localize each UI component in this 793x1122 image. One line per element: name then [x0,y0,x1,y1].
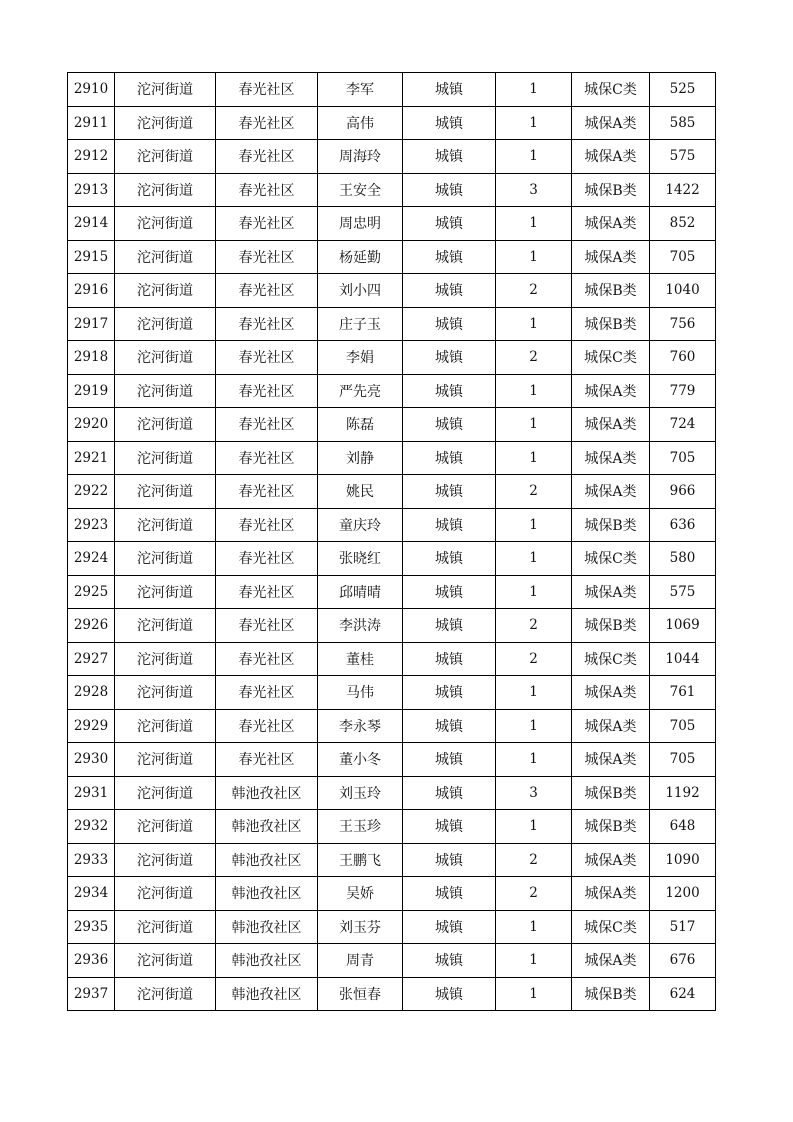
name-cell: 高伟 [318,106,403,140]
household-size-cell: 2 [496,341,572,375]
street-cell: 沱河街道 [115,977,216,1011]
category-cell: 城保A类 [572,575,650,609]
area-type-cell: 城镇 [403,207,496,241]
category-cell: 城保B类 [572,508,650,542]
amount-cell: 517 [650,910,716,944]
community-cell: 春光社区 [216,676,318,710]
area-type-cell: 城镇 [403,843,496,877]
household-size-cell: 1 [496,743,572,777]
street-cell: 沱河街道 [115,475,216,509]
table-body [68,73,716,1011]
name-cell: 张恒春 [318,977,403,1011]
community-cell: 春光社区 [216,408,318,442]
area-type-cell: 城镇 [403,642,496,676]
table-row [68,709,716,743]
serial-number-cell: 2927 [68,642,115,676]
category-cell: 城保C类 [572,73,650,107]
serial-number-cell: 2920 [68,408,115,442]
serial-number-cell: 2937 [68,977,115,1011]
serial-number-cell: 2923 [68,508,115,542]
serial-number-cell: 2915 [68,240,115,274]
community-cell: 春光社区 [216,106,318,140]
data-table [67,72,716,1011]
name-cell: 李军 [318,73,403,107]
household-size-cell: 3 [496,776,572,810]
serial-number-cell: 2932 [68,810,115,844]
name-cell: 童庆玲 [318,508,403,542]
table-row [68,374,716,408]
area-type-cell: 城镇 [403,106,496,140]
amount-cell: 624 [650,977,716,1011]
area-type-cell: 城镇 [403,374,496,408]
street-cell: 沱河街道 [115,408,216,442]
amount-cell: 1069 [650,609,716,643]
name-cell: 董小冬 [318,743,403,777]
serial-number-cell: 2925 [68,575,115,609]
category-cell: 城保A类 [572,207,650,241]
category-cell: 城保C类 [572,642,650,676]
community-cell: 春光社区 [216,307,318,341]
name-cell: 王鹏飞 [318,843,403,877]
street-cell: 沱河街道 [115,441,216,475]
household-size-cell: 1 [496,106,572,140]
amount-cell: 575 [650,140,716,174]
serial-number-cell: 2919 [68,374,115,408]
table-row [68,575,716,609]
category-cell: 城保A类 [572,240,650,274]
community-cell: 春光社区 [216,508,318,542]
table-row [68,977,716,1011]
street-cell: 沱河街道 [115,776,216,810]
household-size-cell: 3 [496,173,572,207]
amount-cell: 1192 [650,776,716,810]
household-size-cell: 1 [496,140,572,174]
community-cell: 韩池孜社区 [216,843,318,877]
name-cell: 陈磊 [318,408,403,442]
serial-number-cell: 2916 [68,274,115,308]
amount-cell: 966 [650,475,716,509]
category-cell: 城保B类 [572,274,650,308]
category-cell: 城保B类 [572,173,650,207]
serial-number-cell: 2922 [68,475,115,509]
community-cell: 春光社区 [216,207,318,241]
name-cell: 周青 [318,944,403,978]
area-type-cell: 城镇 [403,709,496,743]
category-cell: 城保B类 [572,307,650,341]
name-cell: 李洪涛 [318,609,403,643]
serial-number-cell: 2910 [68,73,115,107]
table-row [68,877,716,911]
serial-number-cell: 2912 [68,140,115,174]
street-cell: 沱河街道 [115,307,216,341]
category-cell: 城保B类 [572,810,650,844]
category-cell: 城保A类 [572,408,650,442]
serial-number-cell: 2917 [68,307,115,341]
amount-cell: 676 [650,944,716,978]
category-cell: 城保C类 [572,910,650,944]
table-row [68,207,716,241]
community-cell: 春光社区 [216,73,318,107]
community-cell: 春光社区 [216,274,318,308]
street-cell: 沱河街道 [115,810,216,844]
amount-cell: 1040 [650,274,716,308]
area-type-cell: 城镇 [403,307,496,341]
serial-number-cell: 2929 [68,709,115,743]
serial-number-cell: 2935 [68,910,115,944]
household-size-cell: 1 [496,374,572,408]
household-size-cell: 1 [496,910,572,944]
amount-cell: 1090 [650,843,716,877]
street-cell: 沱河街道 [115,743,216,777]
street-cell: 沱河街道 [115,341,216,375]
community-cell: 春光社区 [216,575,318,609]
household-size-cell: 1 [496,542,572,576]
table-row [68,642,716,676]
community-cell: 韩池孜社区 [216,877,318,911]
table-row [68,810,716,844]
street-cell: 沱河街道 [115,73,216,107]
name-cell: 庄子玉 [318,307,403,341]
community-cell: 春光社区 [216,709,318,743]
category-cell: 城保B类 [572,977,650,1011]
category-cell: 城保A类 [572,374,650,408]
category-cell: 城保A类 [572,140,650,174]
name-cell: 刘静 [318,441,403,475]
household-size-cell: 1 [496,73,572,107]
area-type-cell: 城镇 [403,173,496,207]
table-row [68,173,716,207]
area-type-cell: 城镇 [403,408,496,442]
serial-number-cell: 2924 [68,542,115,576]
street-cell: 沱河街道 [115,877,216,911]
category-cell: 城保C类 [572,542,650,576]
name-cell: 张晓红 [318,542,403,576]
category-cell: 城保A类 [572,106,650,140]
serial-number-cell: 2931 [68,776,115,810]
name-cell: 周海玲 [318,140,403,174]
street-cell: 沱河街道 [115,944,216,978]
amount-cell: 1200 [650,877,716,911]
street-cell: 沱河街道 [115,575,216,609]
household-size-cell: 1 [496,944,572,978]
category-cell: 城保A类 [572,475,650,509]
household-size-cell: 2 [496,843,572,877]
name-cell: 吴娇 [318,877,403,911]
table-row [68,609,716,643]
amount-cell: 1422 [650,173,716,207]
area-type-cell: 城镇 [403,877,496,911]
table-row [68,508,716,542]
household-size-cell: 2 [496,609,572,643]
area-type-cell: 城镇 [403,575,496,609]
name-cell: 姚民 [318,475,403,509]
street-cell: 沱河街道 [115,140,216,174]
category-cell: 城保A类 [572,743,650,777]
community-cell: 春光社区 [216,441,318,475]
name-cell: 董桂 [318,642,403,676]
category-cell: 城保A类 [572,843,650,877]
household-size-cell: 1 [496,676,572,710]
street-cell: 沱河街道 [115,843,216,877]
street-cell: 沱河街道 [115,642,216,676]
amount-cell: 760 [650,341,716,375]
name-cell: 刘玉玲 [318,776,403,810]
table-row [68,274,716,308]
table-row [68,140,716,174]
community-cell: 韩池孜社区 [216,910,318,944]
name-cell: 邱晴晴 [318,575,403,609]
table-row [68,341,716,375]
household-size-cell: 1 [496,508,572,542]
table-row [68,910,716,944]
category-cell: 城保B类 [572,776,650,810]
street-cell: 沱河街道 [115,508,216,542]
community-cell: 韩池孜社区 [216,810,318,844]
amount-cell: 580 [650,542,716,576]
table-row [68,475,716,509]
household-size-cell: 1 [496,240,572,274]
name-cell: 杨延勤 [318,240,403,274]
serial-number-cell: 2918 [68,341,115,375]
community-cell: 春光社区 [216,374,318,408]
community-cell: 韩池孜社区 [216,776,318,810]
category-cell: 城保C类 [572,341,650,375]
area-type-cell: 城镇 [403,676,496,710]
name-cell: 刘小四 [318,274,403,308]
area-type-cell: 城镇 [403,475,496,509]
table-row [68,676,716,710]
community-cell: 春光社区 [216,542,318,576]
area-type-cell: 城镇 [403,508,496,542]
community-cell: 春光社区 [216,341,318,375]
amount-cell: 575 [650,575,716,609]
area-type-cell: 城镇 [403,542,496,576]
household-size-cell: 1 [496,441,572,475]
street-cell: 沱河街道 [115,374,216,408]
area-type-cell: 城镇 [403,977,496,1011]
household-size-cell: 2 [496,274,572,308]
community-cell: 韩池孜社区 [216,944,318,978]
community-cell: 春光社区 [216,240,318,274]
street-cell: 沱河街道 [115,274,216,308]
table-row [68,944,716,978]
household-size-cell: 1 [496,977,572,1011]
area-type-cell: 城镇 [403,73,496,107]
category-cell: 城保A类 [572,877,650,911]
serial-number-cell: 2936 [68,944,115,978]
category-cell: 城保A类 [572,676,650,710]
table-row [68,307,716,341]
amount-cell: 852 [650,207,716,241]
household-size-cell: 1 [496,709,572,743]
street-cell: 沱河街道 [115,709,216,743]
community-cell: 春光社区 [216,609,318,643]
category-cell: 城保A类 [572,709,650,743]
community-cell: 春光社区 [216,743,318,777]
area-type-cell: 城镇 [403,240,496,274]
amount-cell: 648 [650,810,716,844]
amount-cell: 705 [650,743,716,777]
name-cell: 严先亮 [318,374,403,408]
community-cell: 春光社区 [216,173,318,207]
table-row [68,542,716,576]
amount-cell: 761 [650,676,716,710]
table-row [68,843,716,877]
household-size-cell: 1 [496,408,572,442]
area-type-cell: 城镇 [403,743,496,777]
table-row [68,73,716,107]
serial-number-cell: 2928 [68,676,115,710]
street-cell: 沱河街道 [115,542,216,576]
serial-number-cell: 2930 [68,743,115,777]
category-cell: 城保A类 [572,944,650,978]
name-cell: 王玉珍 [318,810,403,844]
name-cell: 王安全 [318,173,403,207]
table-row [68,408,716,442]
area-type-cell: 城镇 [403,910,496,944]
serial-number-cell: 2914 [68,207,115,241]
table-row [68,743,716,777]
area-type-cell: 城镇 [403,441,496,475]
area-type-cell: 城镇 [403,341,496,375]
name-cell: 刘玉芬 [318,910,403,944]
amount-cell: 636 [650,508,716,542]
area-type-cell: 城镇 [403,140,496,174]
name-cell: 李永琴 [318,709,403,743]
amount-cell: 705 [650,240,716,274]
street-cell: 沱河街道 [115,106,216,140]
serial-number-cell: 2921 [68,441,115,475]
amount-cell: 705 [650,709,716,743]
community-cell: 春光社区 [216,642,318,676]
name-cell: 马伟 [318,676,403,710]
area-type-cell: 城镇 [403,274,496,308]
area-type-cell: 城镇 [403,609,496,643]
serial-number-cell: 2933 [68,843,115,877]
amount-cell: 779 [650,374,716,408]
table-row [68,441,716,475]
table-row [68,776,716,810]
household-size-cell: 1 [496,307,572,341]
street-cell: 沱河街道 [115,207,216,241]
household-size-cell: 2 [496,877,572,911]
amount-cell: 705 [650,441,716,475]
community-cell: 韩池孜社区 [216,977,318,1011]
table-row [68,240,716,274]
serial-number-cell: 2911 [68,106,115,140]
amount-cell: 1044 [650,642,716,676]
community-cell: 春光社区 [216,140,318,174]
community-cell: 春光社区 [216,475,318,509]
household-size-cell: 2 [496,642,572,676]
amount-cell: 756 [650,307,716,341]
amount-cell: 585 [650,106,716,140]
amount-cell: 724 [650,408,716,442]
category-cell: 城保B类 [572,609,650,643]
street-cell: 沱河街道 [115,173,216,207]
name-cell: 周忠明 [318,207,403,241]
area-type-cell: 城镇 [403,944,496,978]
street-cell: 沱河街道 [115,609,216,643]
serial-number-cell: 2913 [68,173,115,207]
area-type-cell: 城镇 [403,776,496,810]
category-cell: 城保A类 [572,441,650,475]
household-size-cell: 1 [496,810,572,844]
household-size-cell: 2 [496,475,572,509]
household-size-cell: 1 [496,207,572,241]
serial-number-cell: 2926 [68,609,115,643]
table-row [68,106,716,140]
street-cell: 沱河街道 [115,910,216,944]
street-cell: 沱河街道 [115,240,216,274]
household-size-cell: 1 [496,575,572,609]
area-type-cell: 城镇 [403,810,496,844]
serial-number-cell: 2934 [68,877,115,911]
amount-cell: 525 [650,73,716,107]
name-cell: 李娟 [318,341,403,375]
street-cell: 沱河街道 [115,676,216,710]
